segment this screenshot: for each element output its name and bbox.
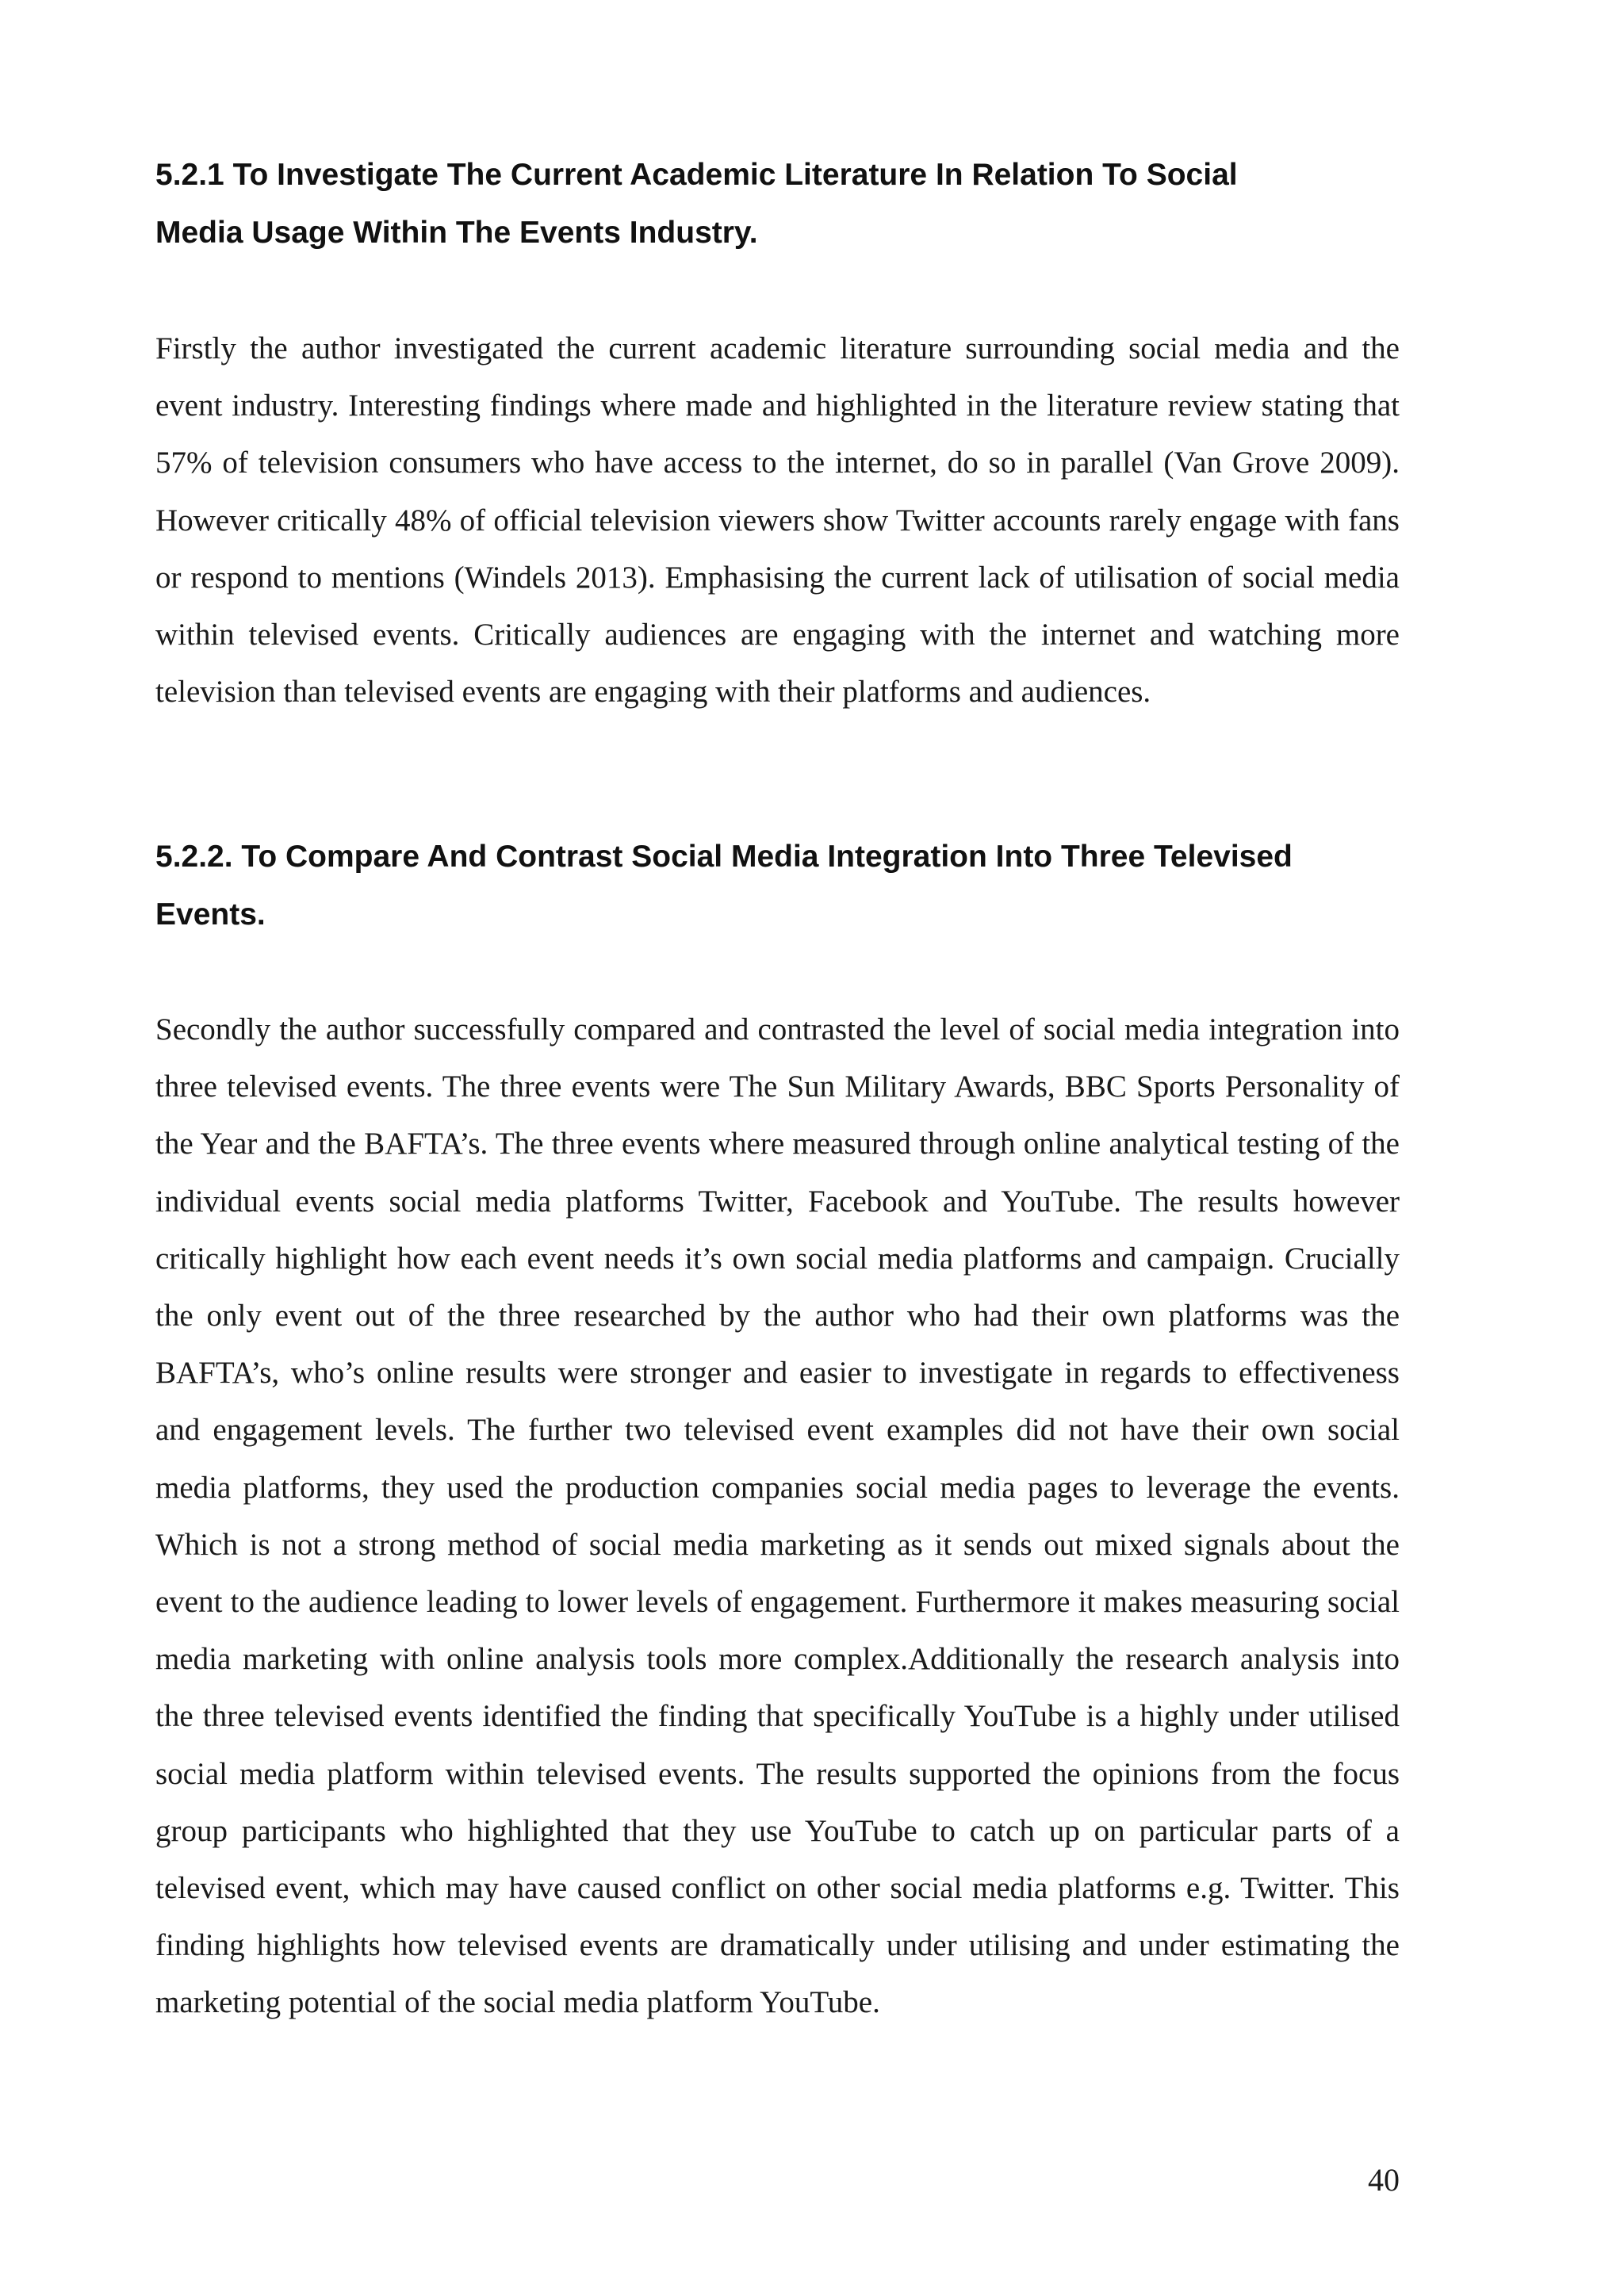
section-heading-line-2: Events.	[155, 897, 266, 932]
section-heading-5-2-2	[155, 828, 1424, 943]
section-body-paragraph: Secondly the author successfully compared and contrasted the level of social media integration into three televised events. The three events were The Sun Military Awards, BBC Sports Personality of the Year and the BAFTA’s. The three events where measured through online analytical testing of the individual events social media platforms Twitter, Facebook and YouTube. The results however critically highlight how each event needs it’s own social media platforms and campaign. Crucially the only event out of the three researched by the author who had their own platforms was the BAFTA’s, who’s online results were stronger and easier to investigate in regards to effectiveness and engagement levels. The further two televised event examples did not have their own social media platforms, they used the production companies social media pages to leverage the events. Which is not a strong method of social media marketing as it sends out mixed signals about the event to the audience leading to lower levels of engagement. Furthermore it makes measuring social media marketing with online analysis tools more complex.Additionally the research analysis into the three televised events identified the finding that specifically YouTube is a highly under utilised social media platform within televised events. The results supported the opinions from the focus group participants who highlighted that they use YouTube to catch up on particular parts of a televised event, which may have caused conflict on other social media platforms e.g. Twitter. This finding highlights how televised events are dramatically under utilising and under estimating the marketing potential of the social media platform YouTube.	[155, 1012, 1400, 2020]
section-heading-line-2: Media Usage Within The Events Industry.	[155, 216, 758, 250]
section-body-paragraph: Firstly the author investigated the current academic literature surrounding social media and the event industry. Interesting findings where made and highlighted in the literature review stating that 57% of television consumers who have access to the internet, do so in parallel (Van Grove 2009). However critically 48% of official television viewers show Twitter accounts rarely engage with fans or respond to mentions (Windels 2013). Emphasising the current lack of utilisation of social media within televised events. Critically audiences are engaging with the internet and watching more television than televised events are engaging with their platforms and audiences.	[155, 331, 1400, 710]
section-heading-line-1: 5.2.2. To Compare And Contrast Social Media Integration Into Three Televised	[155, 840, 1293, 874]
section-heading-5-2-1	[155, 146, 1424, 262]
section-heading-line-1: 5.2.1 To Investigate The Current Academic Literature In Relation To Social	[155, 158, 1238, 192]
page-number: 40	[1368, 2162, 1400, 2198]
